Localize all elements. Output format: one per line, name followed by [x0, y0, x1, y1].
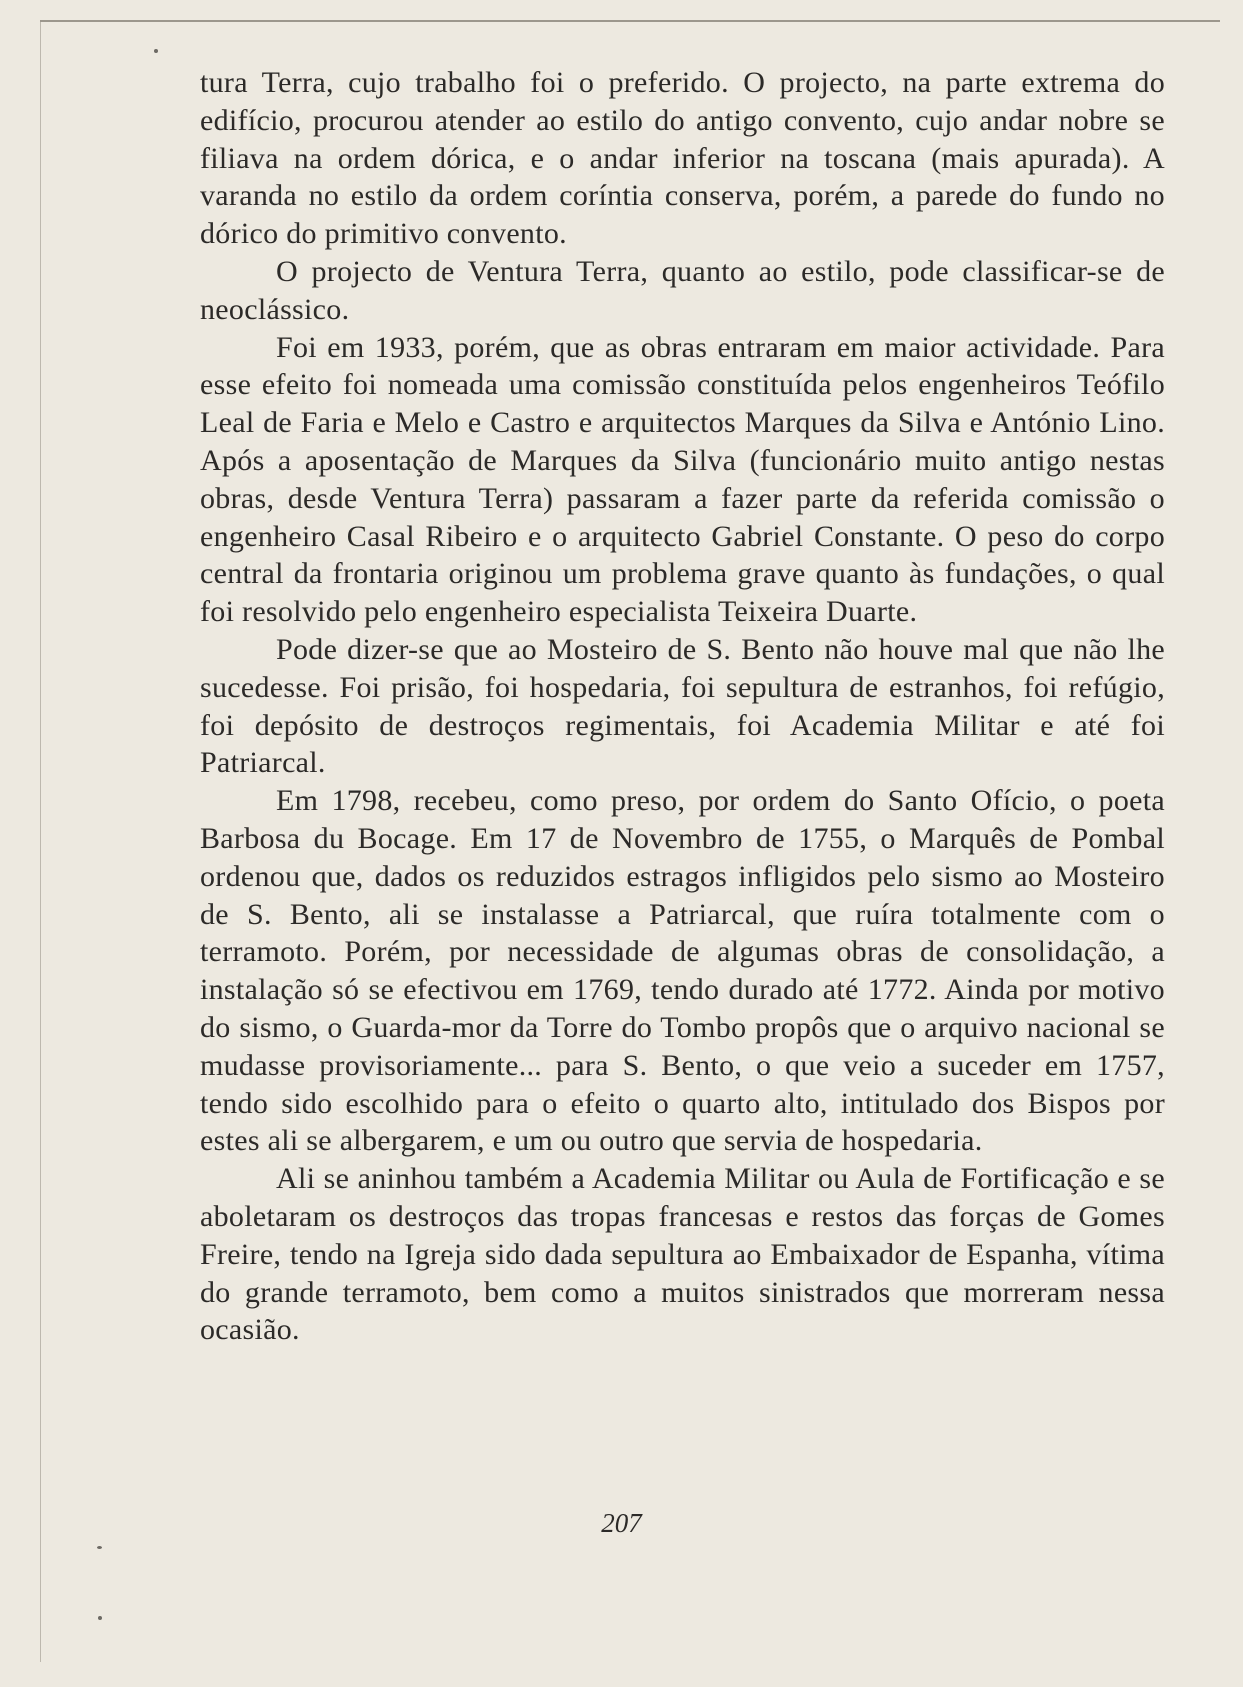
paper-speck: [98, 1616, 102, 1620]
paragraph-4: Pode dizer-se que ao Mosteiro de S. Bento não houve mal que não lhe sucedesse. Foi prisão, foi hospedaria, foi sepultura de estranhos, foi refúgio, foi depósito de destroços regimentais, foi Academia Militar e até foi Patriarcal.: [200, 632, 1165, 780]
paragraph-2: O projecto de Ventura Terra, quanto ao estilo, pode classificar-se de neoclássico.: [200, 254, 1165, 326]
paragraph-1: tura Terra, cujo trabalho foi o preferido. O projecto, na parte extrema do edifício, procurou atender ao estilo do antigo convento, cujo andar nobre se filiava na ordem dórica, e o andar inferior na toscana (mais apurada). A varanda no estilo da ordem coríntia conserva, porém, a parede do fundo no dórico do primitivo convento.: [200, 66, 1165, 251]
body-text: [200, 64, 1165, 1349]
paper-speck: [97, 1546, 102, 1549]
page-number: 207: [601, 1508, 642, 1538]
paragraph-5: Em 1798, recebeu, como preso, por ordem do Santo Ofício, o poeta Barbosa du Bocage. Em 17 de Novembro de 1755, o Marquês de Pombal ordenou que, dados os reduzidos estragos infligidos pelo sismo ao Mosteiro de S. Bento, ali se instalasse a Patriarcal, que ruíra totalmente com o terramoto. Porém, por necessidade de algumas obras de consolidação, a instalação só se efectivou em 1769, tendo durado até 1772. Ainda por motivo do sismo, o Guarda-mor da Torre do Tombo propôs que o arquivo nacional se mudasse provisoriamente... para S. Bento, o que veio a suceder em 1757, tendo sido escolhido para o efeito o quarto alto, intitulado dos Bispos por estes ali se albergarem, e um ou outro que servia de hospedaria.: [200, 784, 1165, 1158]
paper-speck: [154, 49, 158, 53]
paper-left-edge: [40, 22, 41, 1662]
paper-top-edge: [40, 20, 1220, 22]
paragraph-3: Foi em 1933, porém, que as obras entraram em maior actividade. Para esse efeito foi nomeada uma comissão constituída pelos engenheiros Teófilo Leal de Faria e Melo e Castro e arquitectos Marques da Silva e António Lino. Após a aposentação de Marques da Silva (funcionário muito antigo nestas obras, desde Ventura Terra) passaram a fazer parte da referida comissão o engenheiro Casal Ribeiro e o arquitecto Gabriel Constante. O peso do corpo central da frontaria originou um problema grave quanto às fundações, o qual foi resolvido pelo engenheiro especialista Teixeira Duarte.: [200, 330, 1165, 629]
paragraph-6: Ali se aninhou também a Academia Militar ou Aula de Fortificação e se aboletaram os destroços das tropas francesas e restos das forças de Gomes Freire, tendo na Igreja sido dada sepultura ao Embaixador de Espanha, vítima do grande terramoto, bem como a muitos sinistrados que morreram nessa ocasião.: [200, 1162, 1165, 1347]
